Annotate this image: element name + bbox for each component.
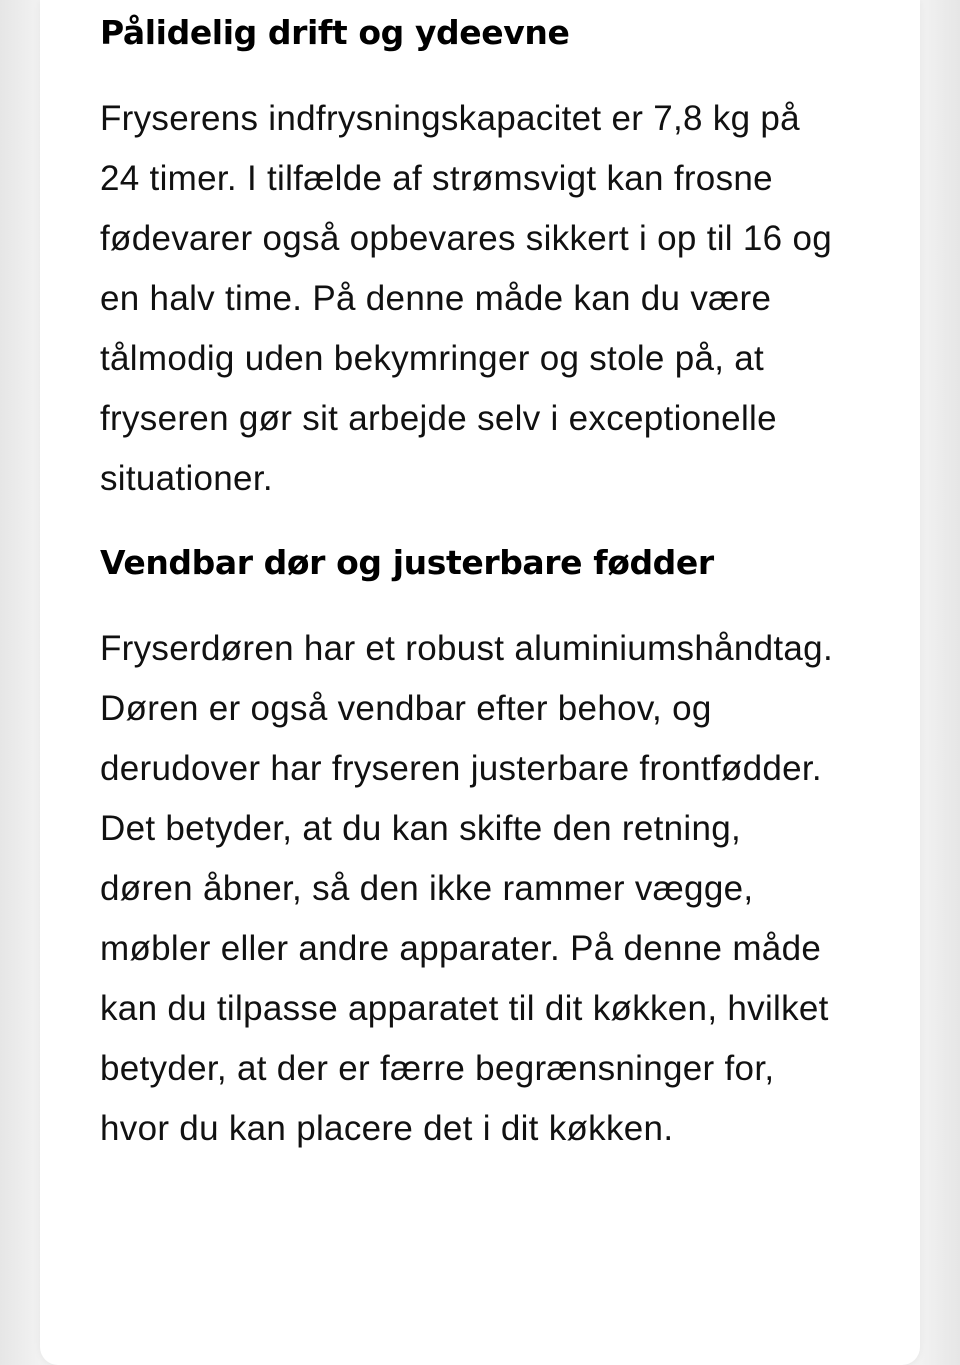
section-body-reliability: Fryserens indfrysningskapacitet er 7,8 kg på 24 timer. I tilfælde af strømsvigt kan frosne fødevarer også opbevares sikkert i op til 16 og en halv time. På denne måde kan du være tålmodig uden bekymringer og stole på, at fryseren gør sit arbejde selv i exceptionelle situationer. xyxy=(100,99,832,498)
section-body-door-feet: Fryserdøren har et robust aluminiumshåndtag. Døren er også vendbar efter behov, og derudover har fryseren justerbare frontfødder. Det betyder, at du kan skifte den retning, døren åbner, så den ikke rammer vægge, møbler eller andre apparater. På denne måde kan du tilpasse apparatet til dit køkken, hvilket betyder, at der er færre begrænsninger for, hvor du kan placere det i dit køkken. xyxy=(100,629,833,1148)
section-heading-reliability: Pålidelig drift og ydeevne xyxy=(100,13,570,52)
section-heading-door-feet: Vendbar dør og justerbare fødder xyxy=(100,543,714,582)
